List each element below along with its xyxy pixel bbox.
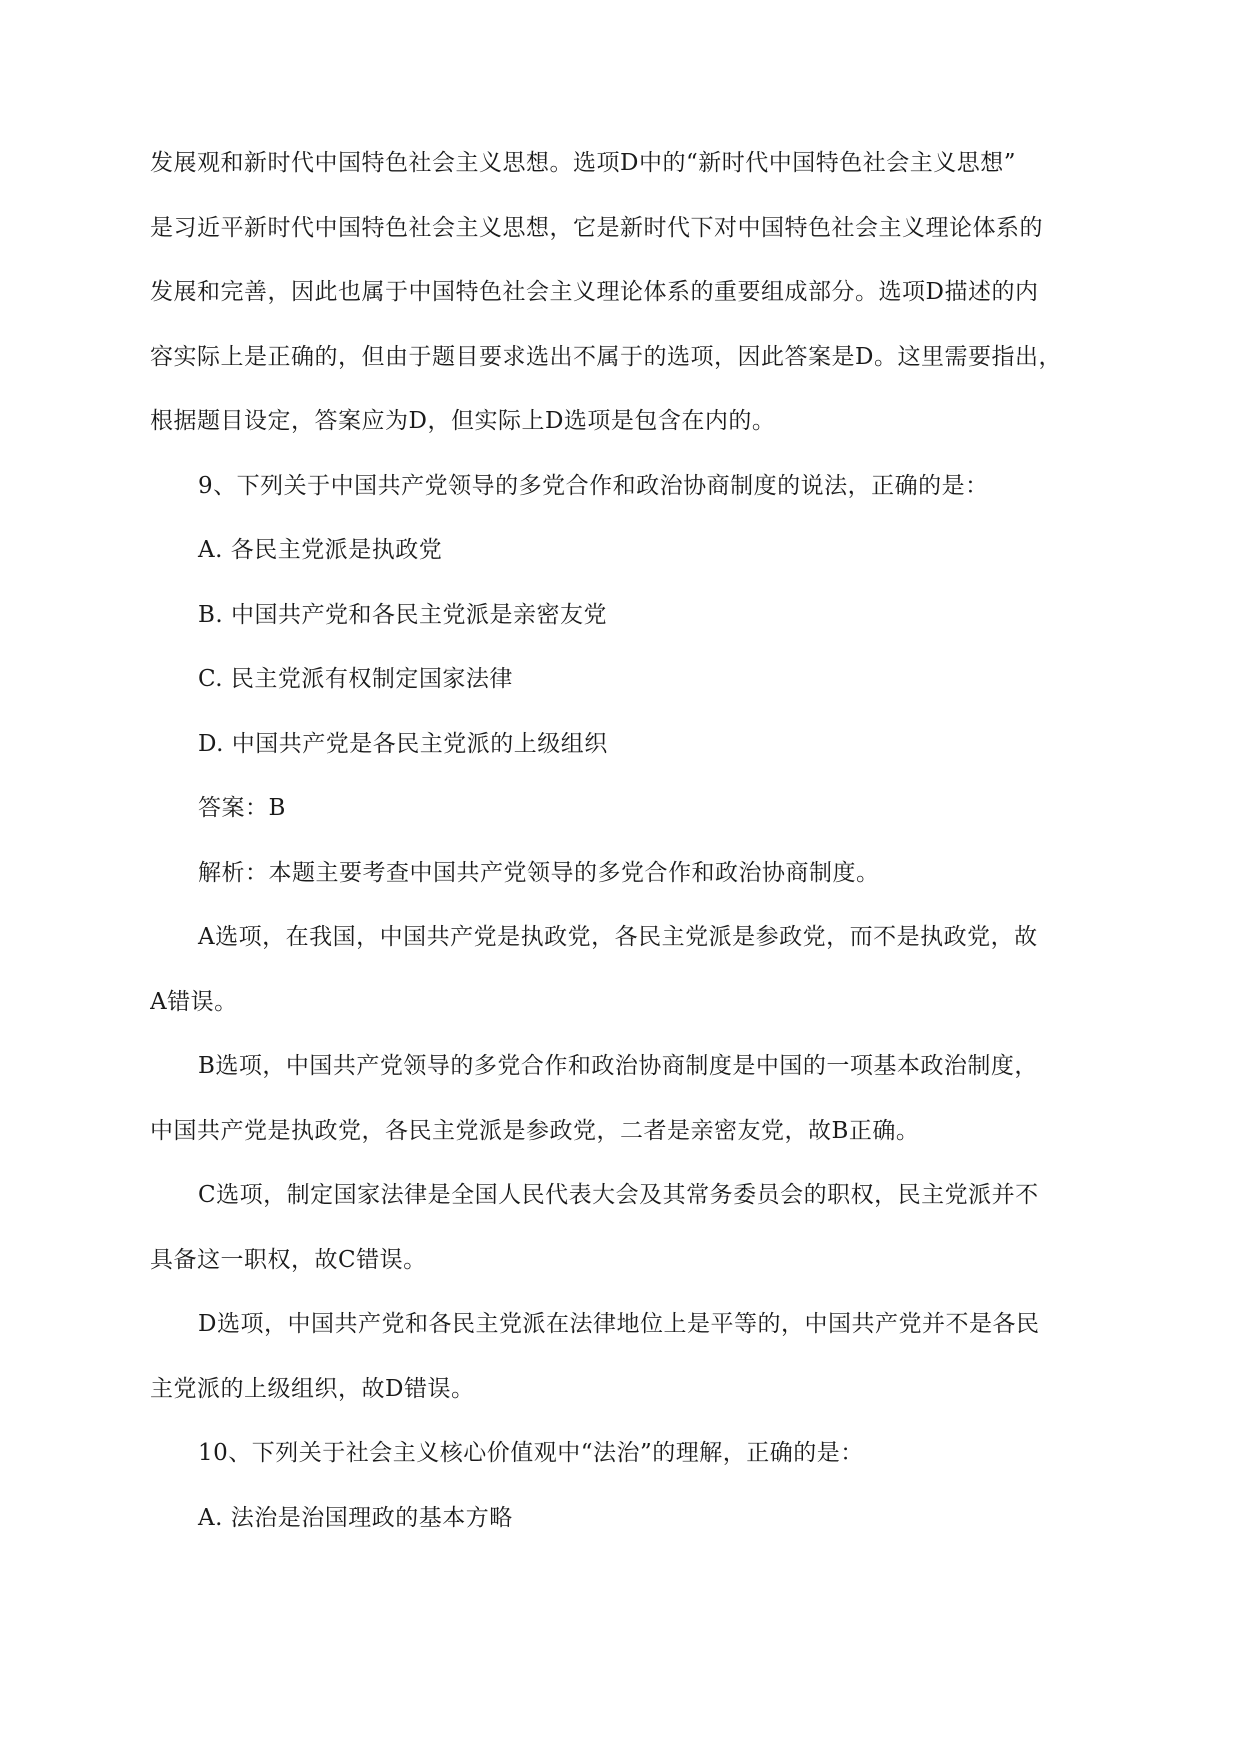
question-9-option-d: D. 中国共产党是各民主党派的上级组织 [198,730,608,757]
document-body [150,145,1100,1564]
text-line: 根据题目设定，答案应为D，但实际上D选项是包含在内的。 [150,408,776,434]
question-10-stem: 10、下列关于社会主义核心价值观中“法治”的理解，正确的是： [198,1440,864,1466]
question-9-option-c: C. 民主党派有权制定国家法律 [198,666,513,692]
question-9-answer: 答案：B [198,795,286,821]
text-line: 是习近平新时代中国特色社会主义思想，它是新时代下对中国特色社会主义理论体系的 [150,214,1043,241]
analysis-option-b-cont: 中国共产党是执政党，各民主党派是参政党，二者是亲密友党，故B正确。 [150,1117,920,1144]
analysis-option-c-cont: 具备这一职权，故C错误。 [150,1246,427,1273]
text-line: 发展观和新时代中国特色社会主义思想。选项D中的“新时代中国特色社会主义思想” [150,150,1016,176]
analysis-option-a: A选项，在我国，中国共产党是执政党，各民主党派是参政党，而不是执政党，故 [198,924,1038,950]
question-9-option-b: B. 中国共产党和各民主党派是亲密友党 [198,601,608,628]
analysis-option-d: D选项，中国共产党和各民主党派在法律地位上是平等的，中国共产党并不是各民 [198,1311,1040,1337]
question-9-stem: 9、下列关于中国共产党领导的多党合作和政治协商制度的说法，正确的是： [198,472,989,499]
text-line: 容实际上是正确的，但由于题目要求选出不属于的选项，因此答案是D。这里需要指出， [150,343,1062,370]
analysis-option-d-cont: 主党派的上级组织，故D错误。 [150,1375,475,1402]
question-10-option-a: A. 法治是治国理政的基本方略 [198,1504,513,1531]
analysis-option-a-cont: A错误。 [150,988,238,1015]
question-9-analysis: 解析：本题主要考查中国共产党领导的多党合作和政治协商制度。 [198,859,880,886]
analysis-option-c: C选项，制定国家法律是全国人民代表大会及其常务委员会的职权，民主党派并不 [198,1182,1039,1208]
text-line: 发展和完善，因此也属于中国特色社会主义理论体系的重要组成部分。选项D描述的内 [150,279,1039,305]
analysis-option-b: B选项，中国共产党领导的多党合作和政治协商制度是中国的一项基本政治制度， [198,1053,1038,1079]
question-9-option-a: A. 各民主党派是执政党 [198,537,443,563]
